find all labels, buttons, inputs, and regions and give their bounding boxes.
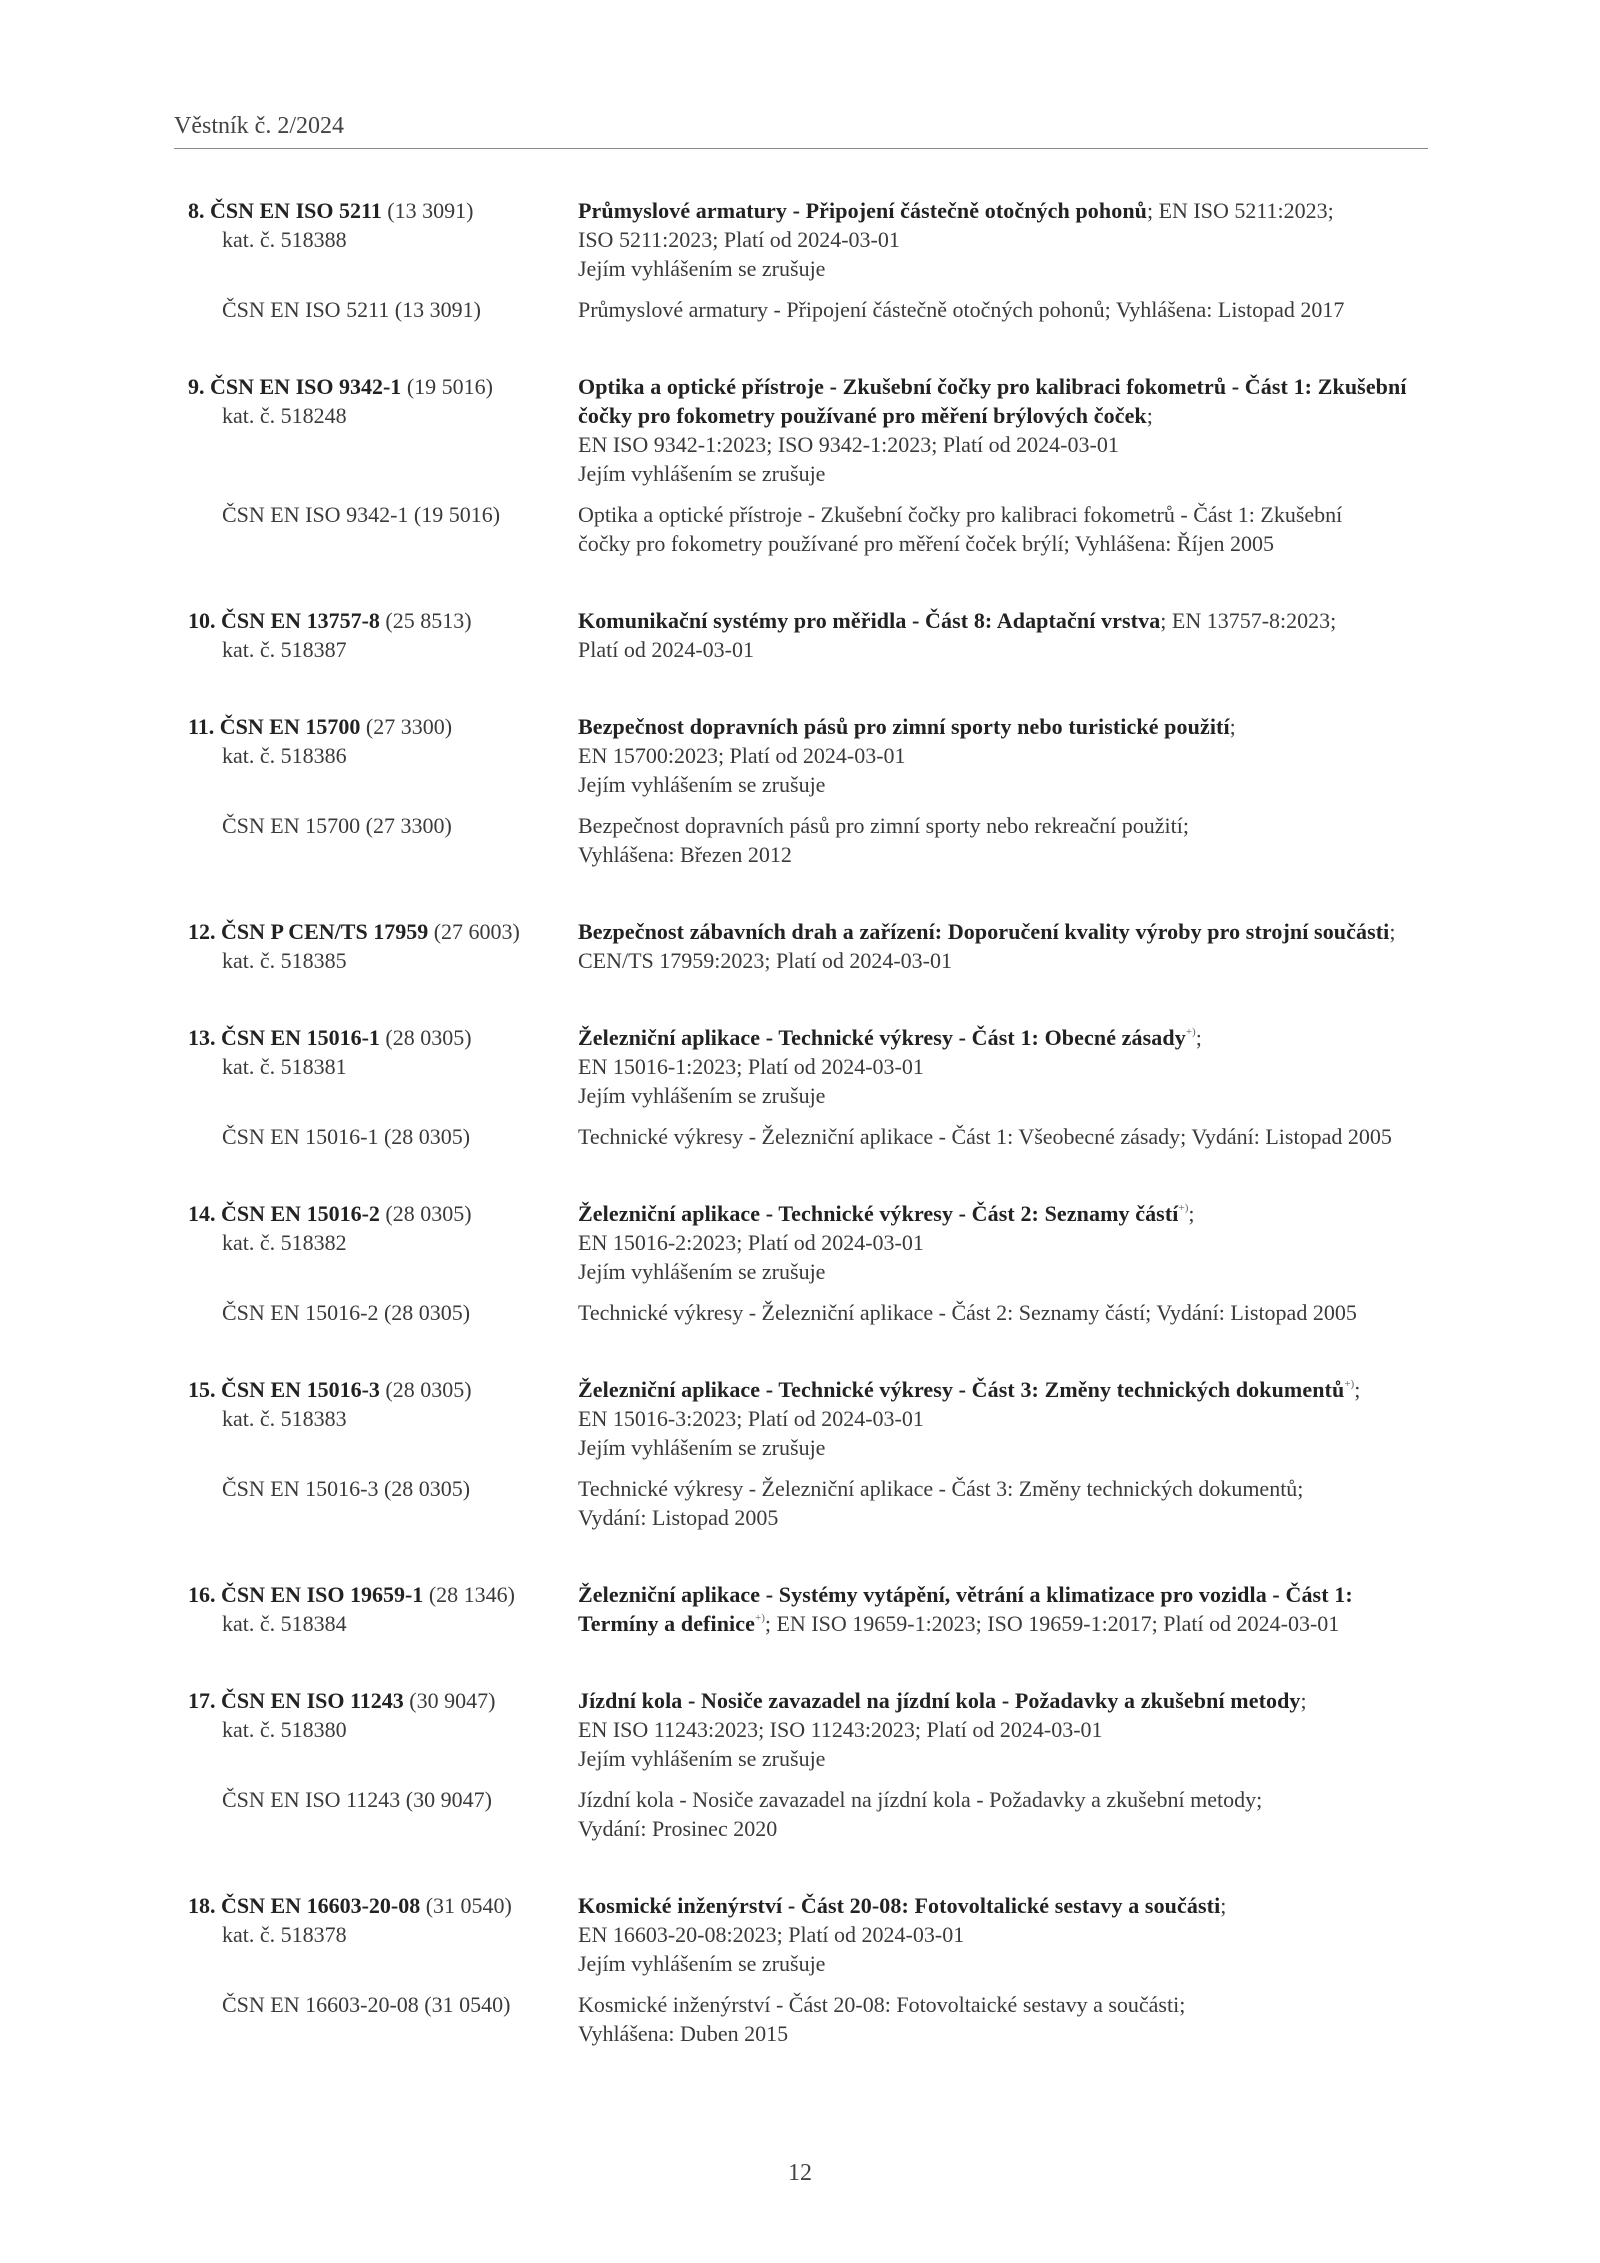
standard-id-column [188,1686,578,1773]
entry-number: 13. [188,1025,216,1050]
withdrawn-standard-line: Jízdní kola - Nosiče zavazadel na jízdní kola - Požadavky a zkušební metody; [578,1787,1263,1812]
standard-references: ; [1220,1893,1227,1918]
withdrawn-standard-row [188,1298,1428,1327]
footnote-mark: +) [1185,1025,1196,1038]
catalog-number: kat. č. 518388 [222,227,347,252]
standard-detail-lines [578,1052,1428,1110]
standard-description [578,1023,1428,1110]
standard-description [578,1580,1428,1638]
footnote-mark: +) [1344,1377,1355,1390]
classification-number: (28 0305) [385,1025,472,1050]
withdrawn-standard-description [578,1122,1428,1151]
standard-description [578,712,1428,799]
standard-code: ČSN P CEN/TS 17959 [221,919,429,944]
new-standard-row [188,1580,1428,1638]
footnote-mark: +) [1178,1201,1189,1214]
catalog-number: kat. č. 518380 [222,1717,347,1742]
withdrawn-standard-code: ČSN EN 15016-1 (28 0305) [222,1124,471,1149]
withdrawn-standard-line: Bezpečnost dopravních pásů pro zimní sporty nebo rekreační použití; [578,813,1189,838]
standard-entry [188,1891,1428,2048]
standard-title: Jízdní kola - Nosiče zavazadel na jízdní kola - Požadavky a zkušební metody [578,1688,1301,1713]
classification-number: (31 0540) [425,1893,512,1918]
withdrawn-standard-description [578,1474,1428,1532]
standard-entry [188,1199,1428,1327]
standard-entry [188,1580,1428,1638]
standard-code: ČSN EN 15700 [219,714,361,739]
standard-detail-line: EN ISO 9342-1:2023; ISO 9342-1:2023; Platí od 2024-03-01 [578,432,1119,457]
withdrawn-standard-code: ČSN EN ISO 11243 (30 9047) [222,1787,492,1812]
standard-detail-lines [578,1715,1428,1773]
standard-code: ČSN EN ISO 19659-1 [221,1582,424,1607]
classification-number: (27 3300) [365,714,453,739]
standard-detail-line: EN 16603-20-08:2023; Platí od 2024-03-01 [578,1922,965,1947]
standard-detail-line: Jejím vyhlášením se zrušuje [578,1083,826,1108]
standard-references: ; [1146,403,1153,428]
catalog-number: kat. č. 518385 [222,948,347,973]
page-number: 12 [788,2160,812,2186]
withdrawn-standard-line: Vyhlášena: Březen 2012 [578,842,792,867]
catalog-number: kat. č. 518387 [222,637,347,662]
withdrawn-standard-row [188,295,1428,324]
withdrawn-standard-line: Průmyslové armatury - Připojení částečně otočných pohonů; Vyhlášena: Listopad 2017 [578,297,1345,322]
standard-id-column [188,1375,578,1462]
new-standard-row [188,1686,1428,1773]
entry-number: 10. [188,608,216,633]
classification-number: (28 0305) [385,1377,472,1402]
standard-references: ; [1188,1201,1195,1226]
entry-number: 14. [188,1201,216,1226]
standard-code: ČSN EN 15016-2 [221,1201,380,1226]
standard-description [578,917,1428,975]
standard-entry [188,917,1428,975]
withdrawn-standard-line: Technické výkresy - Železniční aplikace - Část 3: Změny technických dokumentů; [578,1476,1304,1501]
standard-entry [188,1375,1428,1532]
classification-number: (28 1346) [428,1582,515,1607]
standard-references: ; EN ISO 19659-1:2023; ISO 19659-1:2017; Platí od 2024-03-01 [764,1611,1340,1636]
standard-code: ČSN EN ISO 11243 [221,1688,404,1713]
standard-entry [188,1686,1428,1843]
catalog-number: kat. č. 518386 [222,743,347,768]
standard-title: Komunikační systémy pro měřidla - Část 8: Adaptační vrstva [578,608,1161,633]
standard-description [578,372,1428,488]
new-standard-row [188,1199,1428,1286]
withdrawn-standard-description [578,1785,1428,1843]
standard-id-column [188,372,578,488]
standard-detail-lines [578,1920,1428,1978]
standard-description [578,1686,1428,1773]
standard-references: ; [1195,1025,1202,1050]
new-standard-row [188,196,1428,283]
entry-number: 15. [188,1377,216,1402]
withdrawn-standard-row [188,811,1428,869]
standard-references: ; EN ISO 5211:2023; [1146,198,1334,223]
standard-detail-line: Jejím vyhlášením se zrušuje [578,1435,826,1460]
standard-detail-lines [578,1228,1428,1286]
new-standard-row [188,1023,1428,1110]
withdrawn-standard-line: Vydání: Prosinec 2020 [578,1816,778,1841]
standard-entry [188,196,1428,324]
standard-code: ČSN EN 15016-3 [221,1377,380,1402]
standard-detail-line: Jejím vyhlášením se zrušuje [578,256,826,281]
withdrawn-standard-row [188,1785,1428,1843]
catalog-number: kat. č. 518381 [222,1054,347,1079]
standard-id-column [188,1891,578,1978]
standard-title: Optika a optické přístroje - Zkušební čočky pro kalibraci fokometrů - Část 1: Zkušební čočky pro fokometry používané pro měření brýlových čoček [578,374,1407,428]
new-standard-row [188,917,1428,975]
classification-number: (27 6003) [433,919,520,944]
withdrawn-standard-code: ČSN EN 16603-20-08 (31 0540) [222,1992,511,2017]
withdrawn-standard-code: ČSN EN ISO 5211 (13 3091) [222,297,481,322]
withdrawn-standard-line: Kosmické inženýrství - Část 20-08: Fotovoltaické sestavy a součásti; [578,1992,1186,2017]
standard-detail-line: Jejím vyhlášením se zrušuje [578,772,826,797]
standard-references: ; CEN/TS 17959:2023; Platí od 2024-03-01 [578,919,1396,973]
entry-number: 17. [188,1688,216,1713]
classification-number: (19 5016) [406,374,493,399]
withdrawn-standard-line: Vydání: Listopad 2005 [578,1505,779,1530]
standard-detail-line: Jejím vyhlášením se zrušuje [578,1259,826,1284]
standard-title: Železniční aplikace - Technické výkresy - Část 1: Obecné zásady [578,1025,1186,1050]
withdrawn-standard-row [188,1990,1428,2048]
standard-detail-line: EN 15016-2:2023; Platí od 2024-03-01 [578,1230,924,1255]
standard-code: ČSN EN 16603-20-08 [221,1893,421,1918]
standard-id-column [188,712,578,799]
standard-id-column [188,1580,578,1638]
standard-id-column [188,1199,578,1286]
classification-number: (25 8513) [385,608,472,633]
standard-code: ČSN EN 15016-1 [221,1025,380,1050]
withdrawn-standard-code: ČSN EN 15700 (27 3300) [222,813,452,838]
entry-number: 8. [188,198,205,223]
withdrawn-standard-row [188,500,1428,558]
entry-number: 11. [188,714,215,739]
catalog-number: kat. č. 518378 [222,1922,347,1947]
withdrawn-standard-description [578,811,1428,869]
entry-number: 9. [188,374,205,399]
withdrawn-standard-description [578,1298,1428,1327]
withdrawn-standard-row [188,1122,1428,1151]
withdrawn-standard-line: Technické výkresy - Železniční aplikace - Část 2: Seznamy částí; Vydání: Listopad 2005 [578,1300,1357,1325]
entry-number: 16. [188,1582,216,1607]
withdrawn-standard-line: Optika a optické přístroje - Zkušební čočky pro kalibraci fokometrů - Část 1: Zkušební [578,502,1343,527]
standard-detail-line: EN 15700:2023; Platí od 2024-03-01 [578,743,906,768]
standard-entry [188,372,1428,558]
standard-description [578,606,1428,664]
catalog-number: kat. č. 518382 [222,1230,347,1255]
withdrawn-standard-line: čočky pro fokometry používané pro měření čoček brýlí; Vyhlášena: Říjen 2005 [578,531,1275,556]
standard-code: ČSN EN ISO 9342-1 [210,374,402,399]
entry-number: 12. [188,919,216,944]
standard-detail-line: ISO 5211:2023; Platí od 2024-03-01 [578,227,900,252]
standards-list [188,196,1428,2096]
standard-detail-line: EN 15016-1:2023; Platí od 2024-03-01 [578,1054,924,1079]
new-standard-row [188,1375,1428,1462]
standard-detail-lines [578,741,1428,799]
standard-detail-lines [578,225,1428,283]
standard-title: Kosmické inženýrství - Část 20-08: Fotovoltalické sestavy a součásti [578,1893,1221,1918]
page-header [174,112,1428,149]
standard-title: Průmyslové armatury - Připojení částečně otočných pohonů [578,198,1147,223]
standard-detail-line: Platí od 2024-03-01 [578,637,754,662]
standard-references: ; [1354,1377,1361,1402]
standard-detail-line: EN ISO 11243:2023; ISO 11243:2023; Platí od 2024-03-01 [578,1717,1103,1742]
standard-references: ; [1300,1688,1307,1713]
standard-code: ČSN EN 13757-8 [221,608,380,633]
withdrawn-standard-description [578,1990,1428,2048]
standard-code: ČSN EN ISO 5211 [210,198,382,223]
withdrawn-standard-code: ČSN EN 15016-2 (28 0305) [222,1300,471,1325]
withdrawn-standard-code: ČSN EN ISO 9342-1 (19 5016) [222,502,501,527]
new-standard-row [188,372,1428,488]
classification-number: (28 0305) [385,1201,472,1226]
withdrawn-standard-description [578,500,1428,558]
standard-description [578,1199,1428,1286]
standard-description [578,1375,1428,1462]
standard-detail-lines [578,1404,1428,1462]
standard-entry [188,1023,1428,1151]
standard-id-column [188,196,578,283]
withdrawn-standard-line: Technické výkresy - Železniční aplikace - Část 1: Všeobecné zásady; Vydání: Listopad 2005 [578,1124,1392,1149]
standard-detail-line: EN 15016-3:2023; Platí od 2024-03-01 [578,1406,924,1431]
classification-number: (13 3091) [387,198,474,223]
withdrawn-standard-line: Vyhlášena: Duben 2015 [578,2021,789,2046]
standard-references: ; EN 13757-8:2023; [1160,608,1337,633]
withdrawn-standard-code: ČSN EN 15016-3 (28 0305) [222,1476,471,1501]
footnote-mark: +) [754,1611,765,1624]
entry-number: 18. [188,1893,216,1918]
new-standard-row [188,712,1428,799]
withdrawn-standard-description [578,295,1428,324]
standard-detail-lines [578,430,1428,488]
standard-references: ; [1229,714,1236,739]
standard-entry [188,712,1428,869]
journal-title: Věstník č. 2/2024 [174,113,344,139]
classification-number: (30 9047) [409,1688,496,1713]
withdrawn-standard-row [188,1474,1428,1532]
standard-description [578,1891,1428,1978]
standard-title: Bezpečnost dopravních pásů pro zimní sporty nebo turistické použití [578,714,1230,739]
standard-detail-line: Jejím vyhlášením se zrušuje [578,1951,826,1976]
standard-description [578,196,1428,283]
standard-title: Železniční aplikace - Technické výkresy - Část 3: Změny technických dokumentů [578,1377,1345,1402]
standard-detail-line: Jejím vyhlášením se zrušuje [578,1746,826,1771]
standard-id-column [188,917,578,975]
catalog-number: kat. č. 518383 [222,1406,347,1431]
standard-entry [188,606,1428,664]
standard-detail-line: Jejím vyhlášením se zrušuje [578,461,826,486]
standard-title: Železniční aplikace - Systémy vytápění, větrání a klimatizace pro vozidla - Část 1: Termíny a definice [578,1582,1353,1636]
standard-detail-lines [578,635,1428,664]
standard-title: Bezpečnost zábavních drah a zařízení: Doporučení kvality výroby pro strojní součásti [578,919,1390,944]
new-standard-row [188,1891,1428,1978]
new-standard-row [188,606,1428,664]
standard-id-column [188,606,578,664]
standard-id-column [188,1023,578,1110]
catalog-number: kat. č. 518384 [222,1611,347,1636]
catalog-number: kat. č. 518248 [222,403,347,428]
standard-title: Železniční aplikace - Technické výkresy - Část 2: Seznamy částí [578,1201,1179,1226]
